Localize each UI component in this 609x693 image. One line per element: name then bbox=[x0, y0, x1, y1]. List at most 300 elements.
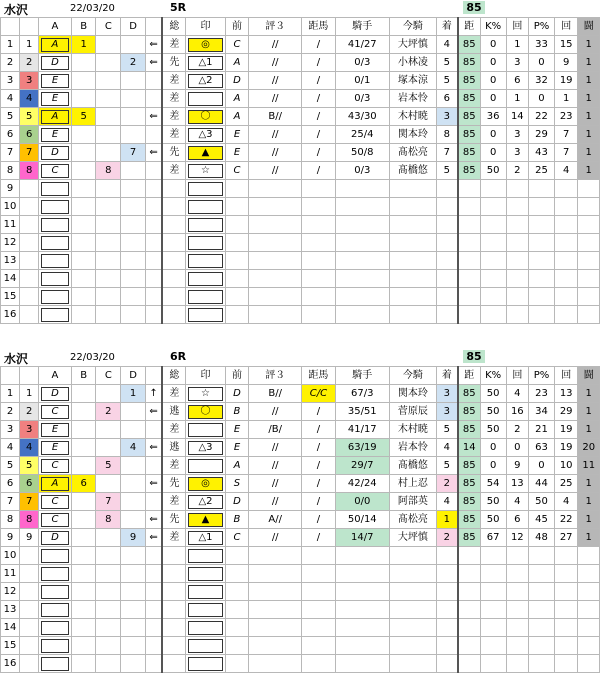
fight-cell: 1 bbox=[578, 54, 600, 72]
table-row bbox=[1, 421, 600, 439]
eval3-cell bbox=[249, 270, 302, 288]
col-a-cell bbox=[39, 288, 72, 306]
overall-cell: 逃 bbox=[162, 403, 186, 421]
prev-cell bbox=[225, 270, 249, 288]
current-jockey-cell bbox=[389, 198, 436, 216]
distance-cell: 85 bbox=[458, 421, 480, 439]
table-row bbox=[1, 403, 600, 421]
table-row bbox=[1, 475, 600, 493]
col-d-cell bbox=[121, 475, 146, 493]
table-row bbox=[1, 198, 600, 216]
distance-cell bbox=[458, 619, 480, 637]
row-no-cell: 11 bbox=[1, 565, 20, 583]
count2-cell: 9 bbox=[554, 54, 578, 72]
count2-cell: 27 bbox=[554, 529, 578, 547]
count2-cell bbox=[554, 288, 578, 306]
finish-cell: 1 bbox=[436, 511, 457, 529]
dist-horse-cell bbox=[302, 216, 336, 234]
jockey-record-cell: 29/7 bbox=[335, 457, 389, 475]
col-b-cell bbox=[71, 403, 96, 421]
finish-cell bbox=[436, 198, 457, 216]
horse-no-cell bbox=[20, 252, 39, 270]
mark-box bbox=[188, 603, 222, 617]
p-pct-cell: 0 bbox=[529, 457, 555, 475]
col-b-cell: 5 bbox=[71, 108, 96, 126]
k-pct-cell: 50 bbox=[480, 162, 506, 180]
col-b-cell bbox=[71, 511, 96, 529]
prev-cell bbox=[225, 234, 249, 252]
mark-cell bbox=[186, 583, 225, 601]
mark-cell bbox=[186, 637, 225, 655]
finish-cell bbox=[436, 637, 457, 655]
arrow-cell bbox=[145, 72, 162, 90]
mark-cell bbox=[186, 547, 225, 565]
prev-cell bbox=[225, 288, 249, 306]
distance-cell: 85 bbox=[458, 475, 480, 493]
col-c-cell: 5 bbox=[96, 457, 121, 475]
prev-cell bbox=[225, 655, 249, 673]
row-no-cell: 8 bbox=[1, 162, 20, 180]
mark-box bbox=[188, 657, 222, 671]
header-jockey-record: 騎手 bbox=[335, 367, 389, 385]
row-no-cell: 15 bbox=[1, 288, 20, 306]
table-row bbox=[1, 90, 600, 108]
header-p-pct: P% bbox=[529, 18, 555, 36]
count1-cell: 4 bbox=[506, 493, 528, 511]
column-header-row bbox=[1, 367, 600, 385]
dist-horse-cell: / bbox=[302, 439, 336, 457]
table-row bbox=[1, 306, 600, 324]
count2-cell bbox=[554, 601, 578, 619]
p-pct-cell: 22 bbox=[529, 108, 555, 126]
dist-horse-cell bbox=[302, 619, 336, 637]
fight-cell: 1 bbox=[578, 385, 600, 403]
col-a-cell bbox=[39, 144, 72, 162]
mark-box: ◎ bbox=[188, 477, 222, 491]
k-pct-cell: 50 bbox=[480, 493, 506, 511]
horse-no-cell: 6 bbox=[20, 126, 39, 144]
col-a-box bbox=[41, 200, 69, 214]
k-pct-cell: 0 bbox=[480, 36, 506, 54]
eval3-cell: // bbox=[249, 126, 302, 144]
finish-cell: 6 bbox=[436, 90, 457, 108]
col-c-cell bbox=[96, 637, 121, 655]
col-c-cell bbox=[96, 216, 121, 234]
table-row bbox=[1, 234, 600, 252]
mark-box bbox=[188, 639, 222, 653]
count2-cell bbox=[554, 216, 578, 234]
overall-cell bbox=[162, 234, 186, 252]
count1-cell: 2 bbox=[506, 421, 528, 439]
count2-cell: 19 bbox=[554, 72, 578, 90]
eval3-cell bbox=[249, 583, 302, 601]
eval3-cell bbox=[249, 655, 302, 673]
col-a-cell bbox=[39, 162, 72, 180]
col-a-box bbox=[41, 567, 69, 581]
fight-cell bbox=[578, 547, 600, 565]
race-table bbox=[0, 17, 600, 324]
mark-cell bbox=[186, 162, 225, 180]
current-jockey-cell bbox=[389, 565, 436, 583]
count1-cell: 3 bbox=[506, 54, 528, 72]
k-pct-cell bbox=[480, 583, 506, 601]
k-pct-cell bbox=[480, 601, 506, 619]
col-a-cell bbox=[39, 270, 72, 288]
finish-cell bbox=[436, 288, 457, 306]
arrow-cell bbox=[145, 126, 162, 144]
finish-cell bbox=[436, 306, 457, 324]
arrow-cell bbox=[145, 565, 162, 583]
jockey-record-cell bbox=[335, 252, 389, 270]
count1-cell: 1 bbox=[506, 36, 528, 54]
col-a-cell bbox=[39, 180, 72, 198]
dist-horse-cell bbox=[302, 583, 336, 601]
eval3-cell bbox=[249, 547, 302, 565]
col-d-cell bbox=[121, 90, 146, 108]
fight-cell bbox=[578, 583, 600, 601]
col-b-cell bbox=[71, 252, 96, 270]
overall-cell bbox=[162, 637, 186, 655]
overall-cell: 先 bbox=[162, 54, 186, 72]
finish-cell: 3 bbox=[436, 385, 457, 403]
p-pct-cell bbox=[529, 180, 555, 198]
col-a-cell bbox=[39, 511, 72, 529]
count1-cell: 4 bbox=[506, 385, 528, 403]
distance-cell: 85 bbox=[458, 529, 480, 547]
p-pct-cell: 25 bbox=[529, 162, 555, 180]
mark-box bbox=[188, 254, 222, 268]
col-b-cell: 6 bbox=[71, 475, 96, 493]
jockey-record-cell bbox=[335, 180, 389, 198]
mark-cell bbox=[186, 180, 225, 198]
row-no-cell: 15 bbox=[1, 637, 20, 655]
eval3-cell: // bbox=[249, 54, 302, 72]
count2-cell bbox=[554, 655, 578, 673]
finish-cell: 2 bbox=[436, 529, 457, 547]
mark-box bbox=[188, 236, 222, 250]
k-pct-cell: 54 bbox=[480, 475, 506, 493]
current-jockey-cell: 関本玲 bbox=[389, 385, 436, 403]
fight-cell: 11 bbox=[578, 457, 600, 475]
col-a-cell bbox=[39, 252, 72, 270]
fight-cell: 1 bbox=[578, 162, 600, 180]
col-d-cell bbox=[121, 457, 146, 475]
distance-cell: 85 bbox=[458, 108, 480, 126]
overall-cell bbox=[162, 252, 186, 270]
p-pct-cell bbox=[529, 198, 555, 216]
horse-no-cell: 2 bbox=[20, 403, 39, 421]
header-col-b: B bbox=[71, 18, 96, 36]
fight-cell bbox=[578, 198, 600, 216]
table-row bbox=[1, 252, 600, 270]
header-finish: 着 bbox=[436, 367, 457, 385]
col-a-box bbox=[41, 254, 69, 268]
col-b-cell bbox=[71, 619, 96, 637]
col-a-cell bbox=[39, 619, 72, 637]
col-c-cell bbox=[96, 529, 121, 547]
eval3-cell: // bbox=[249, 529, 302, 547]
count2-cell bbox=[554, 619, 578, 637]
header-col-b: B bbox=[71, 367, 96, 385]
col-a-box: C bbox=[41, 164, 69, 178]
k-pct-cell: 50 bbox=[480, 385, 506, 403]
current-jockey-cell bbox=[389, 288, 436, 306]
horse-no-cell bbox=[20, 601, 39, 619]
fight-cell bbox=[578, 637, 600, 655]
table-row bbox=[1, 601, 600, 619]
col-c-cell bbox=[96, 198, 121, 216]
row-no-cell: 3 bbox=[1, 421, 20, 439]
count2-cell: 19 bbox=[554, 439, 578, 457]
count1-cell bbox=[506, 601, 528, 619]
finish-cell: 5 bbox=[436, 54, 457, 72]
col-a-cell bbox=[39, 126, 72, 144]
distance-cell bbox=[458, 270, 480, 288]
distance-cell bbox=[458, 637, 480, 655]
p-pct-cell bbox=[529, 234, 555, 252]
arrow-cell bbox=[145, 198, 162, 216]
dist-horse-cell: / bbox=[302, 144, 336, 162]
count2-cell: 1 bbox=[554, 90, 578, 108]
p-pct-cell: 33 bbox=[529, 36, 555, 54]
count2-cell bbox=[554, 565, 578, 583]
distance-cell: 85 bbox=[458, 162, 480, 180]
horse-no-cell: 1 bbox=[20, 385, 39, 403]
col-d-cell: 2 bbox=[121, 54, 146, 72]
col-b-cell bbox=[71, 288, 96, 306]
row-no-cell: 12 bbox=[1, 583, 20, 601]
distance-cell bbox=[458, 601, 480, 619]
eval3-cell bbox=[249, 234, 302, 252]
p-pct-cell bbox=[529, 565, 555, 583]
count1-cell bbox=[506, 565, 528, 583]
col-c-cell bbox=[96, 601, 121, 619]
col-a-cell bbox=[39, 403, 72, 421]
count2-cell: 7 bbox=[554, 126, 578, 144]
header-mark: 印 bbox=[186, 367, 225, 385]
arrow-cell: ⇐ bbox=[145, 403, 162, 421]
distance-cell bbox=[458, 565, 480, 583]
current-jockey-cell: 髙松亮 bbox=[389, 144, 436, 162]
eval3-cell: B// bbox=[249, 108, 302, 126]
finish-cell bbox=[436, 583, 457, 601]
mark-box bbox=[188, 290, 222, 304]
col-c-cell bbox=[96, 90, 121, 108]
table-row bbox=[1, 72, 600, 90]
fight-cell bbox=[578, 288, 600, 306]
distance-cell: 85 bbox=[458, 385, 480, 403]
col-d-cell bbox=[121, 108, 146, 126]
col-c-cell bbox=[96, 144, 121, 162]
fight-cell bbox=[578, 180, 600, 198]
table-row bbox=[1, 126, 600, 144]
count2-cell: 4 bbox=[554, 493, 578, 511]
col-a-box bbox=[41, 236, 69, 250]
row-no-cell: 10 bbox=[1, 198, 20, 216]
col-a-box bbox=[41, 308, 69, 322]
p-pct-cell: 43 bbox=[529, 144, 555, 162]
header-eval3: 評３ bbox=[249, 18, 302, 36]
header-k-pct: K% bbox=[480, 18, 506, 36]
row-no-cell: 13 bbox=[1, 601, 20, 619]
finish-cell: 5 bbox=[436, 421, 457, 439]
dist-horse-cell: / bbox=[302, 493, 336, 511]
overall-cell: 先 bbox=[162, 144, 186, 162]
overall-cell bbox=[162, 601, 186, 619]
row-no-cell: 14 bbox=[1, 270, 20, 288]
header-current-jockey: 今騎 bbox=[389, 367, 436, 385]
horse-no-cell bbox=[20, 583, 39, 601]
p-pct-cell bbox=[529, 547, 555, 565]
eval3-cell: /B/ bbox=[249, 421, 302, 439]
fight-cell: 1 bbox=[578, 126, 600, 144]
header-col-d: D bbox=[121, 367, 146, 385]
header-finish: 着 bbox=[436, 18, 457, 36]
col-a-box bbox=[41, 639, 69, 653]
prev-cell: C bbox=[225, 529, 249, 547]
col-c-cell bbox=[96, 108, 121, 126]
mark-box: △1 bbox=[188, 56, 222, 70]
col-d-cell bbox=[121, 162, 146, 180]
prev-cell: B bbox=[225, 511, 249, 529]
fight-cell: 1 bbox=[578, 144, 600, 162]
horse-no-cell bbox=[20, 565, 39, 583]
p-pct-cell bbox=[529, 216, 555, 234]
col-a-box: E bbox=[41, 74, 69, 88]
col-a-cell bbox=[39, 457, 72, 475]
prev-cell: A bbox=[225, 54, 249, 72]
col-b-cell bbox=[71, 270, 96, 288]
count1-cell: 16 bbox=[506, 403, 528, 421]
mark-box: ▲ bbox=[188, 513, 222, 527]
overall-cell bbox=[162, 547, 186, 565]
race-number: 6R bbox=[170, 350, 187, 363]
current-jockey-cell: 村上忍 bbox=[389, 475, 436, 493]
finish-cell bbox=[436, 252, 457, 270]
dist-horse-cell bbox=[302, 547, 336, 565]
arrow-cell: ⇐ bbox=[145, 108, 162, 126]
k-pct-cell: 36 bbox=[480, 108, 506, 126]
mark-box: 〇 bbox=[188, 405, 222, 419]
count1-cell: 12 bbox=[506, 529, 528, 547]
prev-cell bbox=[225, 198, 249, 216]
col-a-box bbox=[41, 182, 69, 196]
count2-cell: 29 bbox=[554, 403, 578, 421]
col-d-cell bbox=[121, 583, 146, 601]
arrow-cell bbox=[145, 216, 162, 234]
fight-cell bbox=[578, 252, 600, 270]
mark-cell bbox=[186, 198, 225, 216]
horse-no-cell bbox=[20, 637, 39, 655]
count1-cell bbox=[506, 234, 528, 252]
overall-cell: 先 bbox=[162, 475, 186, 493]
col-d-cell bbox=[121, 216, 146, 234]
mark-cell bbox=[186, 655, 225, 673]
mark-cell bbox=[186, 529, 225, 547]
col-a-cell bbox=[39, 601, 72, 619]
row-no-cell: 9 bbox=[1, 529, 20, 547]
arrow-cell bbox=[145, 637, 162, 655]
prev-cell bbox=[225, 547, 249, 565]
header-row-no bbox=[1, 18, 20, 36]
p-pct-cell bbox=[529, 288, 555, 306]
header-count1: 回 bbox=[506, 18, 528, 36]
distance-cell bbox=[458, 180, 480, 198]
count1-cell: 3 bbox=[506, 144, 528, 162]
col-b-cell bbox=[71, 306, 96, 324]
count1-cell bbox=[506, 583, 528, 601]
col-d-cell bbox=[121, 72, 146, 90]
finish-cell: 7 bbox=[436, 144, 457, 162]
col-b-cell bbox=[71, 637, 96, 655]
eval3-cell: // bbox=[249, 90, 302, 108]
count1-cell bbox=[506, 180, 528, 198]
p-pct-cell bbox=[529, 655, 555, 673]
fight-cell: 20 bbox=[578, 439, 600, 457]
eval3-cell bbox=[249, 619, 302, 637]
col-b-cell bbox=[71, 234, 96, 252]
col-a-cell bbox=[39, 90, 72, 108]
col-a-box: E bbox=[41, 92, 69, 106]
row-no-cell: 7 bbox=[1, 144, 20, 162]
col-a-box bbox=[41, 218, 69, 232]
dist-horse-cell bbox=[302, 655, 336, 673]
header-dist-horse: 距馬 bbox=[302, 18, 336, 36]
count1-cell: 6 bbox=[506, 511, 528, 529]
table-row bbox=[1, 511, 600, 529]
dist-horse-cell: / bbox=[302, 421, 336, 439]
distance-cell bbox=[458, 306, 480, 324]
col-b-cell bbox=[71, 198, 96, 216]
col-b-cell bbox=[71, 493, 96, 511]
p-pct-cell bbox=[529, 252, 555, 270]
count2-cell bbox=[554, 306, 578, 324]
col-d-cell bbox=[121, 655, 146, 673]
header-overall: 総 bbox=[162, 18, 186, 36]
k-pct-cell: 0 bbox=[480, 144, 506, 162]
header-count1: 回 bbox=[506, 367, 528, 385]
header-col-d: D bbox=[121, 18, 146, 36]
current-jockey-cell bbox=[389, 583, 436, 601]
mark-cell bbox=[186, 493, 225, 511]
table-row bbox=[1, 655, 600, 673]
mark-box bbox=[188, 423, 222, 437]
header-row-no bbox=[1, 367, 20, 385]
current-jockey-cell: 小林凌 bbox=[389, 54, 436, 72]
mark-cell bbox=[186, 108, 225, 126]
horse-no-cell: 4 bbox=[20, 439, 39, 457]
jockey-record-cell bbox=[335, 216, 389, 234]
venue-label: 水沢 bbox=[4, 352, 29, 366]
p-pct-cell bbox=[529, 619, 555, 637]
dist-horse-cell: / bbox=[302, 529, 336, 547]
col-a-cell bbox=[39, 529, 72, 547]
col-b-cell: 1 bbox=[71, 36, 96, 54]
prev-cell: D bbox=[225, 385, 249, 403]
fight-cell: 1 bbox=[578, 421, 600, 439]
current-jockey-cell bbox=[389, 216, 436, 234]
dist-horse-cell bbox=[302, 288, 336, 306]
dist-horse-cell bbox=[302, 252, 336, 270]
prev-cell: D bbox=[225, 72, 249, 90]
arrow-cell bbox=[145, 288, 162, 306]
horse-no-cell: 8 bbox=[20, 511, 39, 529]
mark-box bbox=[188, 308, 222, 322]
distance-cell bbox=[458, 216, 480, 234]
mark-cell bbox=[186, 36, 225, 54]
prev-cell: A bbox=[225, 457, 249, 475]
mark-box bbox=[188, 272, 222, 286]
